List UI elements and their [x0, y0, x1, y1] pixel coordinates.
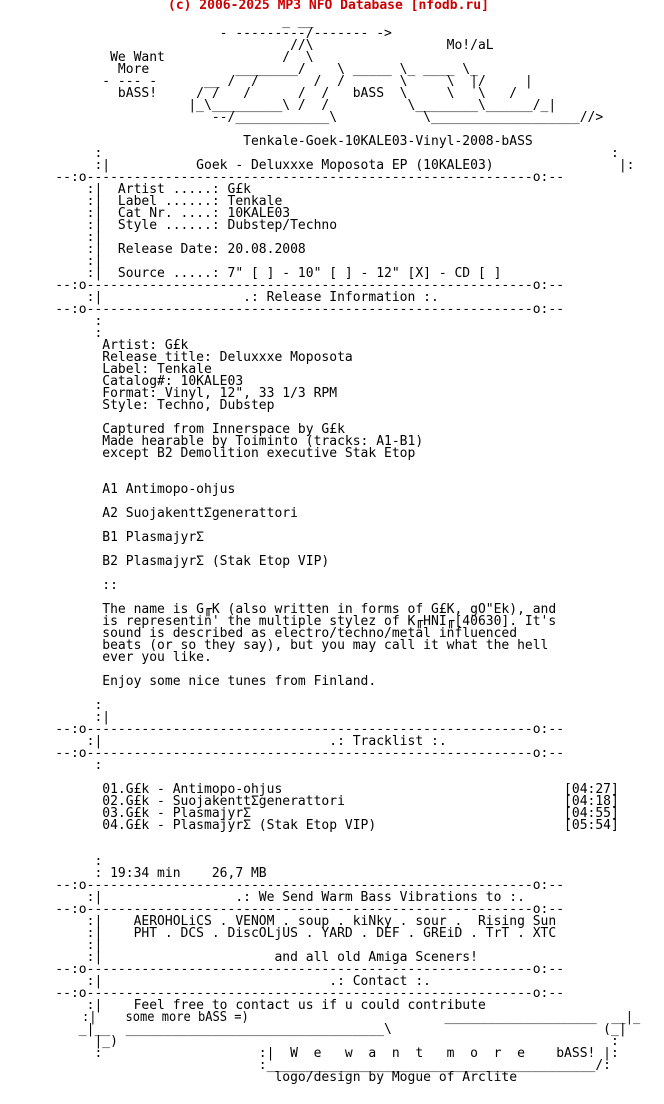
nfo-line: 03.G£k - PlasmajyrΣ [04:55]	[24, 806, 619, 821]
nfo-line: Label: Tenkale	[24, 362, 212, 377]
nfo-line: A2 SuojakenttΣgenerattori	[24, 506, 298, 521]
nfo-line: - ---------/------- ->	[24, 26, 392, 41]
nfo-line: Artist: G£k	[24, 338, 189, 353]
nfo-line: :| Feel free to contact us if u could contribute	[24, 998, 486, 1013]
nfo-line: --/____________\ \___________________//>	[24, 110, 604, 125]
nfo-line: is representin' the multiple stylez of K╓HNI╓[40630]. It's	[24, 614, 557, 629]
nfo-line: We Want / \	[24, 50, 314, 65]
nfo-line: sound is described as electro/techno/metal influenced	[24, 626, 518, 641]
nfo-line: : 19:34 min 26,7 MB	[24, 866, 267, 881]
nfo-line: :| Release Date: 20.08.2008	[24, 242, 306, 257]
nfo-line: _|__ _________________________________\ (_|	[24, 1022, 627, 1037]
nfo-line: ever you like.	[24, 650, 212, 665]
nfo-line: Catalog#: 10KALE03	[24, 374, 244, 389]
nfo-line: Made hearable by Toiminto (tracks: A1-B1)	[24, 434, 424, 449]
nfo-line: :| AEROHOLiCS . VENOM . soup . kiNky . sour . Rising Sun	[24, 914, 557, 929]
nfo-line: :| .: We Send Warm Bass Vibrations to :.	[24, 890, 525, 905]
nfo-line: :	[24, 854, 103, 869]
nfo-line: ::	[24, 578, 118, 593]
nfo-line: except B2 Demolition executive Stak Etop	[24, 446, 416, 461]
nfo-line: :	[24, 758, 103, 773]
nfo-line: --:o---------------------------------------------------------o:--	[24, 746, 565, 761]
nfo-line: - --- - __ / / / / \ \ |/ |	[24, 74, 533, 89]
nfo-line: Enjoy some nice tunes from Finland.	[24, 674, 377, 689]
nfo-line: :	[24, 326, 103, 341]
nfo-line: Release title: Deluxxxe Moposota	[24, 350, 353, 365]
nfo-line: Style: Techno, Dubstep	[24, 398, 275, 413]
nfo-line: :	[24, 314, 103, 329]
nfo-line: Captured from Innerspace by G£k	[24, 422, 345, 437]
nfo-line: beats (or so they say), but you may call it what the hell	[24, 638, 549, 653]
nfo-line: |_) :	[24, 1034, 619, 1049]
nfo-line: --:o---------------------------------------------------------o:--	[24, 722, 565, 737]
nfo-line: A1 Antimopo-ohjus	[24, 482, 236, 497]
nfo-line: :| and all old Amiga Sceners!	[24, 950, 478, 965]
nfo-line: :|	[24, 230, 103, 245]
nfo-line: More ________/ \ _____ \_ ____ \_	[24, 62, 478, 77]
nfo-line: --:o---------------------------------------------------------o:--	[24, 278, 565, 293]
nfo-line: _ __	[24, 14, 314, 29]
nfo-line: :| Goek - Deluxxxe Moposota EP (10KALE03) |:	[24, 158, 635, 173]
nfo-line: :	[24, 698, 103, 713]
nfo-line: :| Cat Nr. ....: 10KALE03	[24, 206, 291, 221]
nfo-line: --:o---------------------------------------------------------o:--	[24, 962, 565, 977]
nfo-line: |_\_________\ / / \________\______/_|	[24, 98, 557, 113]
nfo-line: --:o---------------------------------------------------------o:--	[24, 878, 565, 893]
nfo-database-link[interactable]: (c) 2006-2025 MP3 NFO Database [nfodb.ru]	[168, 0, 489, 13]
nfo-line: :| some more bASS =) _____________________ __|_	[24, 1010, 641, 1025]
nfo-line: :| .: Contact :.	[24, 974, 431, 989]
nfo-line: logo/design by Mogue of Arclite	[24, 1070, 518, 1085]
nfo-line: :|	[24, 938, 103, 953]
nfo-line: Tenkale-Goek-10KALE03-Vinyl-2008-bASS	[24, 134, 533, 149]
nfo-line: : :	[24, 146, 619, 161]
nfo-line: :| .: Release Information :.	[24, 290, 439, 305]
nfo-line: --:o---------------------------------------------------------o:--	[24, 302, 565, 317]
nfo-line: Format: Vinyl, 12", 33 1/3 RPM	[24, 386, 338, 401]
nfo-line: : :| W e w a n t m o r e bASS! |:	[24, 1046, 619, 1061]
nfo-line: :| Style ......: Dubstep/Techno	[24, 218, 338, 233]
nfo-line: B2 PlasmajyrΣ (Stak Etop VIP)	[24, 554, 330, 569]
nfo-line: :| .: Tracklist :.	[24, 734, 447, 749]
nfo-line: 01.G£k - Antimopo-ohjus [04:27]	[24, 782, 619, 797]
nfo-line: 04.G£k - PlasmajyrΣ (Stak Etop VIP) [05:54]	[24, 818, 619, 833]
nfo-line: B1 PlasmajyrΣ	[24, 530, 205, 545]
nfo-line: bASS! / / / / / bASS \ \ \ /	[24, 86, 518, 101]
nfo-line: :|	[24, 710, 111, 725]
nfo-line: 02.G£k - SuojakenttΣgenerattori [04:18]	[24, 794, 619, 809]
nfo-line: --:o---------------------------------------------------------o:--	[24, 902, 565, 917]
nfo-line: :|	[24, 254, 103, 269]
nfo-line: :| Source .....: 7" [ ] - 10" [ ] - 12" [X] - CD [ ]	[24, 266, 502, 281]
nfo-line: :| Label ......: Tenkale	[24, 194, 283, 209]
nfo-line: --:o---------------------------------------------------------o:--	[24, 170, 565, 185]
nfo-line: :__________________________________________/:	[24, 1058, 611, 1073]
nfo-line: --:o---------------------------------------------------------o:--	[24, 986, 565, 1001]
nfo-line: :| PHT . DCS . DiscOLjUS . YARD . DEF . GREiD . TrT . XTC	[24, 926, 557, 941]
nfo-line: The name is G╓K (also written in forms of G£K, gO"Ek), and	[24, 602, 557, 617]
nfo-line: //\ Mo!/aL	[24, 38, 494, 53]
nfo-line: :| Artist .....: G£k	[24, 182, 251, 197]
